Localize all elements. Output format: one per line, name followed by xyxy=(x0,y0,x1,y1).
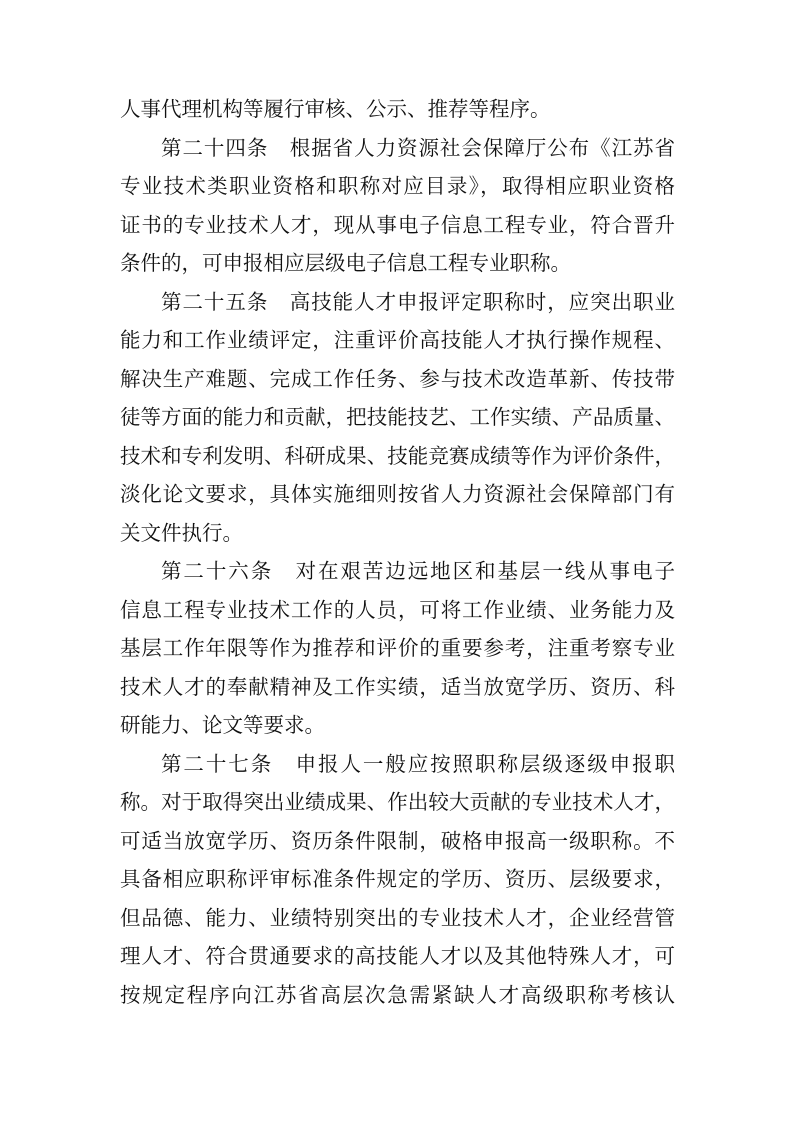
article-27-line: 但品德、能力、业绩特别突出的专业技术人才，企业经营管 xyxy=(120,905,675,930)
article-27-line: 第二十七条 申报人一般应按照职称层级逐级申报职 xyxy=(161,751,675,776)
article-27-line: 具备相应职称评审标准条件规定的学历、资历、层级要求， xyxy=(120,867,675,891)
article-26-line: 信息工程专业技术工作的人员，可将工作业绩、业务能力及 xyxy=(120,597,675,622)
article-25-line: 第二十五条 高技能人才申报评定职称时，应突出职业 xyxy=(161,289,675,314)
paragraph-continuation-line: 人事代理机构等履行审核、公示、推荐等程序。 xyxy=(120,97,551,121)
article-25-line: 淡化论文要求，具体实施细则按省人力资源社会保障部门有 xyxy=(120,482,675,506)
document-body xyxy=(120,90,675,1014)
article-25-line: 关文件执行。 xyxy=(120,520,243,545)
article-24-line: 专业技术类职业资格和职称对应目录》，取得相应职业资格 xyxy=(120,174,675,198)
article-26-line: 技术人才的奉献精神及工作实绩，适当放宽学历、资历、科 xyxy=(120,674,675,699)
article-26-line: 第二十六条 对在艰苦边远地区和基层一线从事电子 xyxy=(161,559,675,583)
article-27-line: 称。对于取得突出业绩成果、作出较大贡献的专业技术人才， xyxy=(120,790,675,814)
article-27-line: 理人才、符合贯通要求的高技能人才以及其他特殊人才，可 xyxy=(120,944,675,968)
article-25-line: 徒等方面的能力和贡献，把技能技艺、工作实绩、产品质量、 xyxy=(120,405,675,429)
article-24-line: 第二十四条 根据省人力资源社会保障厅公布《江苏省 xyxy=(161,135,675,160)
article-25-line: 解决生产难题、完成工作任务、参与技术改造革新、传技带 xyxy=(120,366,675,391)
article-24-line: 条件的，可申报相应层级电子信息工程专业职称。 xyxy=(120,251,571,275)
article-26-line: 研能力、论文等要求。 xyxy=(120,713,325,737)
article-27-line: 按规定程序向江苏省高层次急需紧缺人才高级职称考核认 xyxy=(120,982,675,1007)
article-26-line: 基层工作年限等作为推荐和评价的重要参考，注重考察专业 xyxy=(120,636,675,660)
article-24-line: 证书的专业技术人才，现从事电子信息工程专业，符合晋升 xyxy=(120,212,675,237)
article-25-line: 能力和工作业绩评定，注重评价高技能人才执行操作规程、 xyxy=(120,328,675,352)
article-25-line: 技术和专利发明、科研成果、技能竞赛成绩等作为评价条件， xyxy=(120,443,675,468)
article-27-line: 可适当放宽学历、资历条件限制，破格申报高一级职称。不 xyxy=(120,828,675,853)
